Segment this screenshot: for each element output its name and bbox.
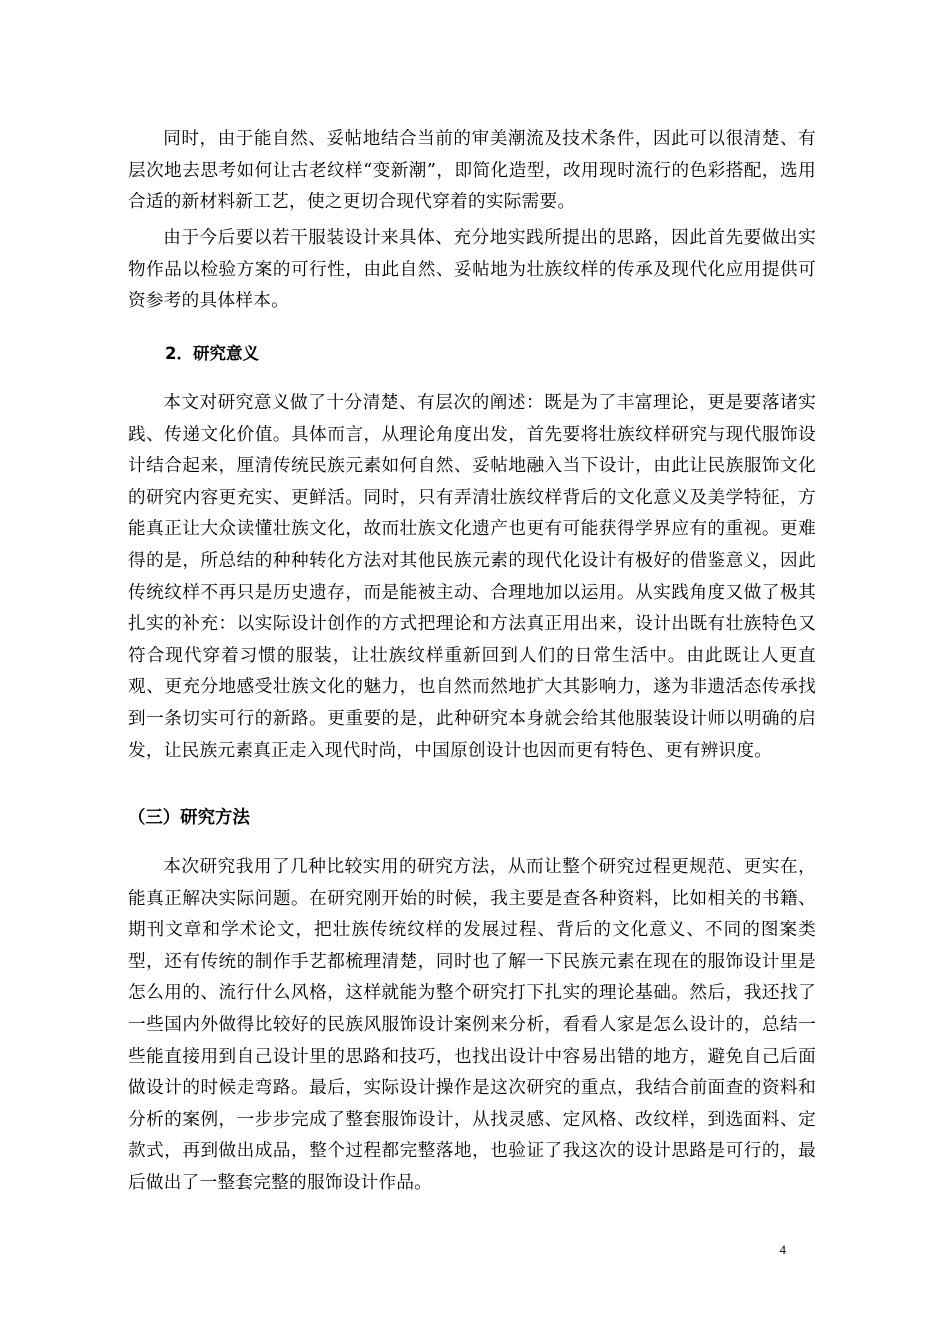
paragraph-research-methods: 本次研究我用了几种比较实用的研究方法，从而让整个研究过程更规范、更实在，能真正解决实际问题。在研究刚开始的时候，我主要是查各种资料，比如相关的书籍、期刊文章和学术论文，把壮族传统纹样的发展过程、背后的文化意义、不同的图案类型，还有传统的制作手艺都梳理清楚，同时也了解一下民族元素在现在的服饰设计里是怎么用的、流行什么风格，这样就能为整个研究打下扎实的理论基础。然后，我还找了一些国内外做得比较好的民族风服饰设计案例来分析，看看人家是怎么设计的，总结一些能直接用到自己设计里的思路和技巧，也找出设计中容易出错的地方，避免自己后面做设计的时候走弯路。最后，实际设计操作是这次研究的重点，我结合前面查的资料和分析的案例，一步步完成了整套服饰设计，从找灵感、定风格、改纹样，到选面料、定款式，再到做出成品，整个过程都完整落地，也验证了我这次的设计思路是可行的，最后做出了一整套完整的服饰设计作品。 <box>128 857 816 1193</box>
section-heading-research-methods: （三）研究方法 <box>128 808 250 828</box>
paragraph-practice-samples: 由于今后要以若干服装设计来具体、充分地实践所提出的思路，因此首先要做出实物作品以检验方案的可行性，由此自然、妥帖地为壮族纹样的传承及现代化应用提供可资参考的具体样本。 <box>128 228 816 312</box>
page-number: 4 <box>779 1242 786 1257</box>
paragraph-design-innovation: 同时，由于能自然、妥帖地结合当前的审美潮流及技术条件，因此可以很清楚、有层次地去思考如何让古老纹样“变新潮”，即简化造型，改用现时流行的色彩搭配，选用合适的新材料新工艺，使之更切合现代穿着的实际需要。 <box>128 129 816 213</box>
section-heading-research-significance: 2．研究意义 <box>165 344 259 363</box>
paragraph-research-significance: 本文对研究意义做了十分清楚、有层次的阐述：既是为了丰富理论，更是要落诸实践、传递文化价值。具体而言，从理论角度出发，首先要将壮族纹样研究与现代服饰设计结合起来，厘清传统民族元素如何自然、妥帖地融入当下设计，由此让民族服饰文化的研究内容更充实、更鲜活。同时，只有弄清壮族纹样背后的文化意义及美学特征，方能真正让大众读懂壮族文化，故而壮族文化遗产也更有可能获得学界应有的重视。更难得的是，所总结的种种转化方法对其他民族元素的现代化设计有极好的借鉴意义，因此传统纹样不再只是历史遗存，而是能被主动、合理地加以运用。从实践角度又做了极其扎实的补充：以实际设计创作的方式把理论和方法真正用出来，设计出既有壮族特色又符合现代穿着习惯的服装，让壮族纹样重新回到人们的日常生活中。由此既让人更直观、更充分地感受壮族文化的魅力，也自然而然地扩大其影响力，遂为非遗活态传承找到一条切实可行的新路。更重要的是，此种研究本身就会给其他服装设计师以明确的启发，让民族元素真正走入现代时尚，中国原创设计也因而更有特色、更有辨识度。 <box>128 393 816 761</box>
